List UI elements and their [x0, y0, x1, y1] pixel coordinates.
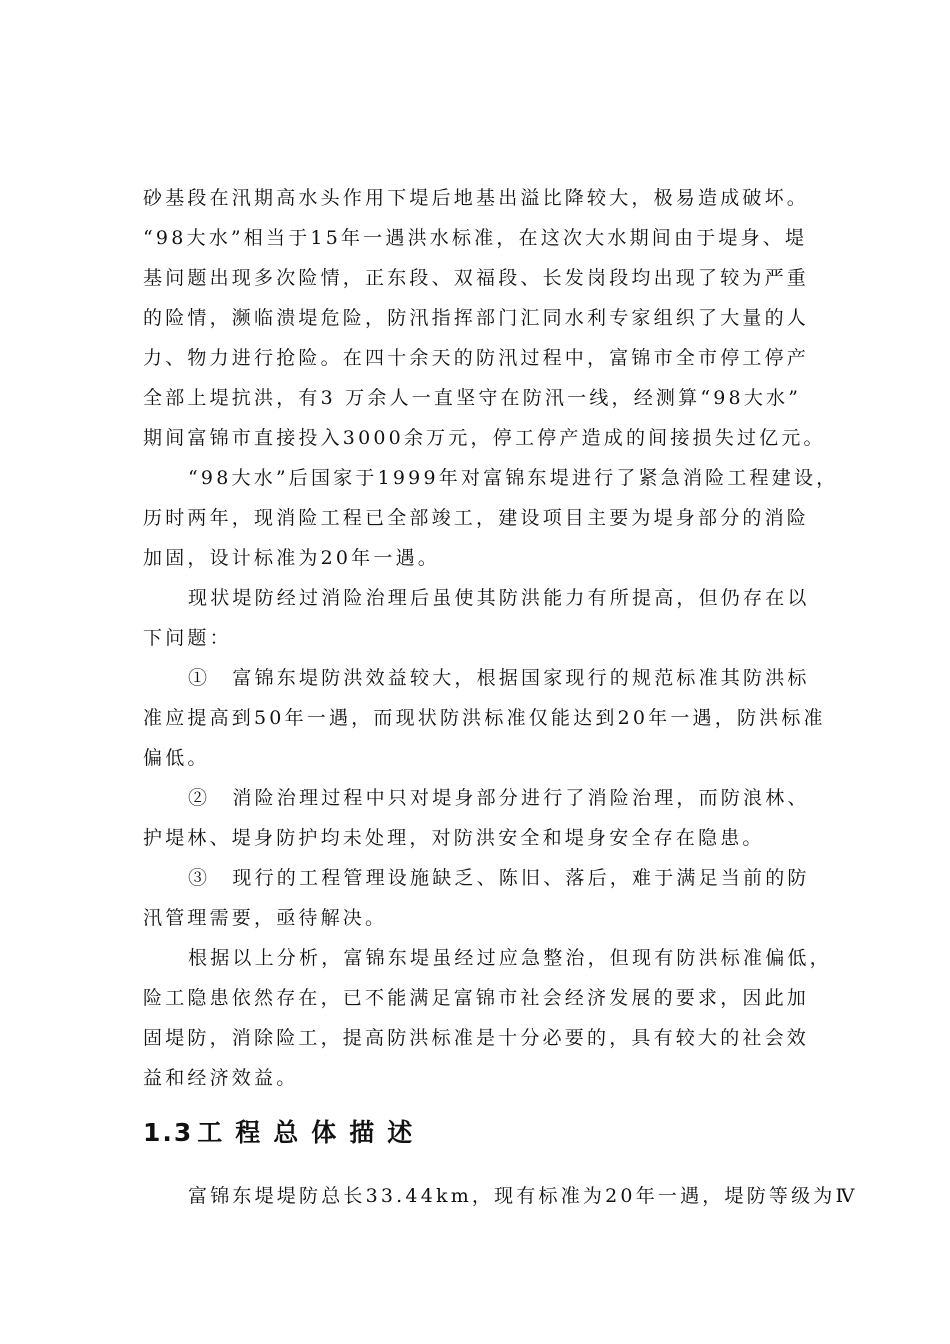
text-line: ① 富锦东堤防洪效益较大，根据国家现行的规范标准其防洪标	[188, 667, 810, 689]
paragraph-item-3	[143, 858, 843, 938]
text-line: 期间富锦市直接投入3000余万元，停工停产造成的间接损失过亿元。	[143, 427, 826, 449]
text-line: ② 消险治理过程中只对堤身部分进行了消险治理，而防浪林、	[188, 787, 810, 809]
text-line: 准应提高到50年一遇，而现状防洪标准仅能达到20年一遇，防洪标准	[143, 707, 826, 729]
text-line: 险工隐患依然存在，已不能满足富锦市社会经济发展的要求，因此加	[143, 987, 810, 1009]
text-line: 的险情，濒临溃堤危险，防汛指挥部门汇同水利专家组织了大量的人	[143, 307, 810, 329]
text-line: “98大水”相当于15年一遇洪水标准，在这次大水期间由于堤身、堤	[143, 227, 808, 249]
text-line: 固堤防，消除险工，提高防洪标准是十分必要的，具有较大的社会效	[143, 1027, 810, 1049]
text-line: 益和经济效益。	[143, 1067, 299, 1089]
text-line: “98大水”后国家于1999年对富锦东堤进行了紧急消险工程建设，	[188, 467, 839, 489]
text-line: 基问题出现多次险情，正东段、双福段、长发岗段均出现了较为严重	[143, 267, 810, 289]
body-text	[143, 178, 843, 1098]
text-line: 现状堤防经过消险治理后虽使其防洪能力有所提高，但仍存在以	[188, 587, 810, 609]
text-line: ③ 现行的工程管理设施缺乏、陈旧、落后，难于满足当前的防	[188, 867, 810, 889]
text-line: 汛管理需要，亟待解决。	[143, 907, 388, 929]
paragraph-conclusion	[143, 938, 843, 1098]
text-line: 根据以上分析，富锦东堤虽经过应急整治，但现有防洪标准偏低，	[188, 947, 832, 969]
paragraph-item-2	[143, 778, 843, 858]
text-line: 力、物力进行抢险。在四十余天的防汛过程中，富锦市全市停工停产	[143, 347, 810, 369]
text-line: 历时两年，现消险工程已全部竣工，建设项目主要为堤身部分的消险	[143, 507, 810, 529]
text-line: 加固，设计标准为20年一遇。	[143, 547, 440, 569]
section-title: 工程总体描述	[197, 1118, 426, 1147]
section-heading	[143, 1118, 425, 1148]
paragraph-section-intro	[143, 1176, 858, 1216]
text-line: 富锦东堤堤防总长33.44km，现有标准为20年一遇，堤防等级为Ⅳ	[188, 1185, 858, 1207]
paragraph-1	[143, 178, 843, 458]
text-line: 偏低。	[143, 747, 210, 769]
text-line: 全部上堤抗洪，有3 万余人一直坚守在防汛一线，经测算“98大水”	[143, 387, 802, 409]
section-number: 1.3	[143, 1118, 194, 1147]
text-line: 砂基段在汛期高水头作用下堤后地基出溢比降较大，极易造成破坏。	[143, 187, 810, 209]
text-line: 下问题：	[143, 627, 232, 649]
text-line: 护堤林、堤身防护均未处理，对防洪安全和堤身安全存在隐患。	[143, 827, 765, 849]
paragraph-2	[143, 458, 843, 578]
section-body	[143, 1176, 858, 1216]
paragraph-item-1	[143, 658, 843, 778]
paragraph-3	[143, 578, 843, 658]
